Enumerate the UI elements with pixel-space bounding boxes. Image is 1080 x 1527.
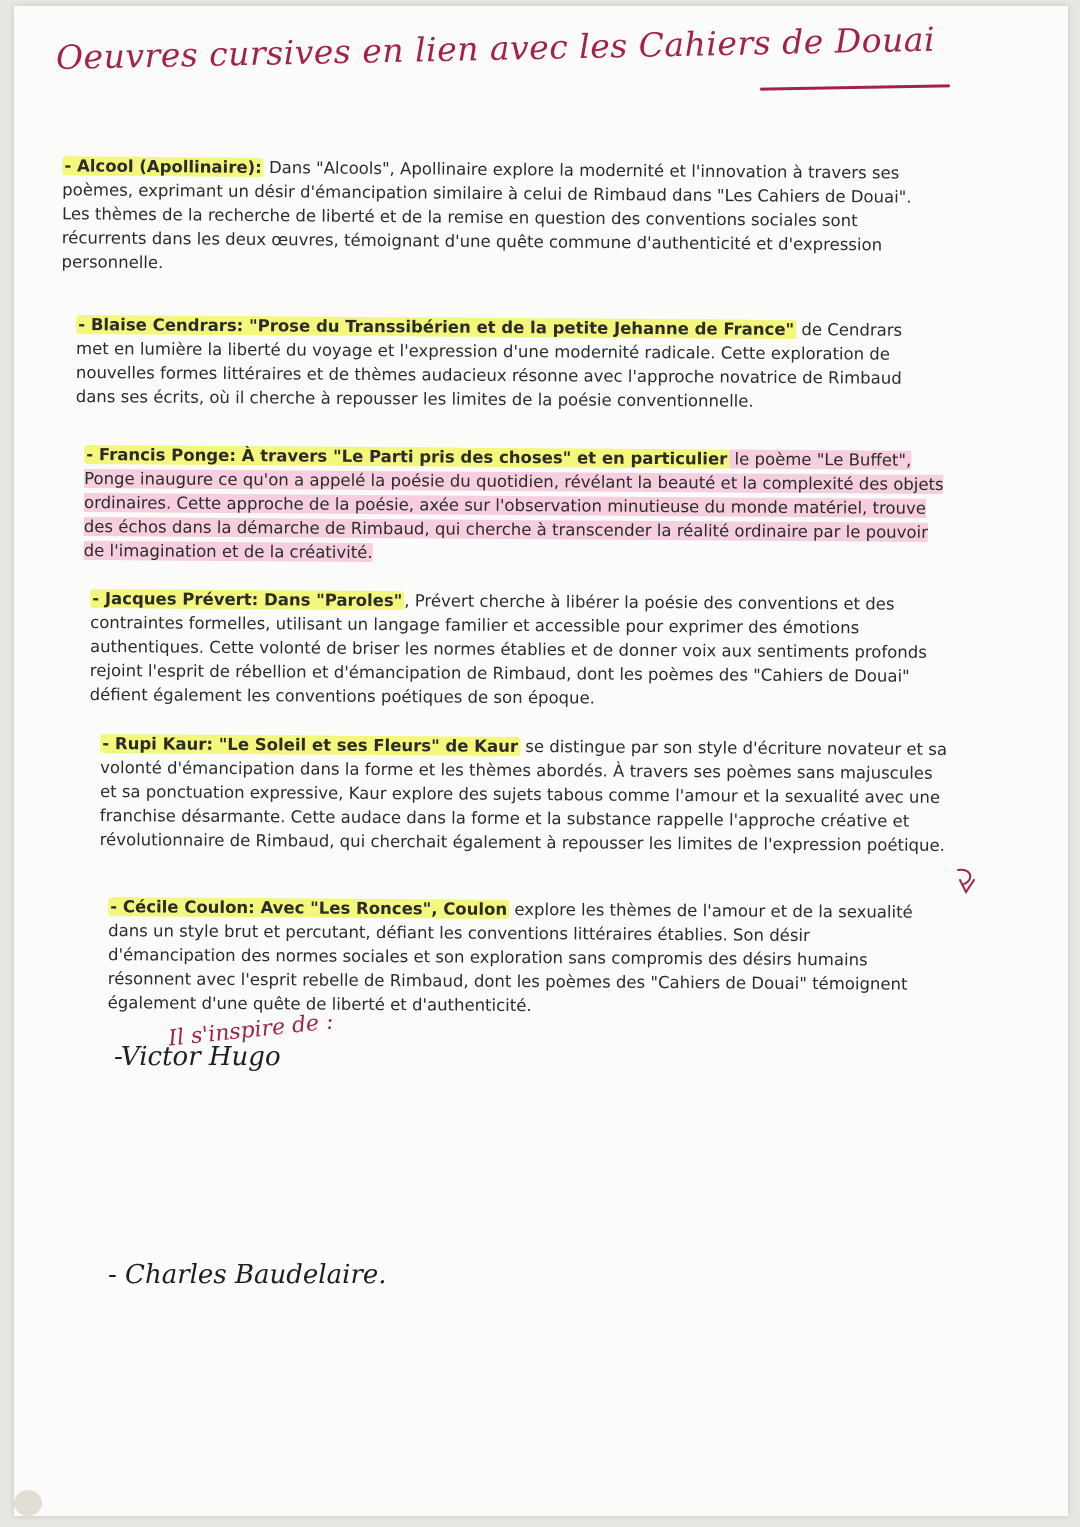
- paragraph-body: le poème "Le Buffet", Ponge inaugure ce qu'on a appelé la poésie du quotidien, révélant la beauté et la complexité des objets ordinaires. Cette approche de la poésie, axée sur l'observation minutieuse du monde matériel, trouve des échos dans la démarche de Rimbaud, qui cherche à transcender la réalité ordinaire par le pouvoir de l'imagination et de la créativité.: [83, 449, 944, 563]
- paragraph-heading: - Rupi Kaur: "Le Soleil et ses Fleurs" de Kaur: [102, 734, 519, 756]
- paragraph-kaur: [100, 732, 951, 858]
- paragraph-heading: - Cécile Coulon: Avec "Les Ronces", Coulon: [110, 897, 508, 919]
- paragraph-heading: - Blaise Cendrars: "Prose du Transsibérien et de la petite Jehanne de France": [78, 315, 795, 340]
- page-title: Oeuvres cursives en lien avec les Cahiers de Douai: [55, 19, 936, 77]
- paragraph-body: de Cendrars met en lumière la liberté du voyage et l'expression d'une modernité radicale. Cette exploration de nouvelles formes littéraires et de thèmes audacieux résonne avec l'approche novatrice de Rimbaud dans ses écrits, où il cherche à repousser les limites de la poésie conventionnelle.: [75, 320, 903, 411]
- paragraph-apollinaire: [61, 154, 922, 282]
- paragraph-body: explore les thèmes de l'amour et de la sexualité dans un style brut et percutant, défiant les conventions littéraires établies. Son désir d'émancipation des normes sociales et son exploration sans compromis des désirs humains résonnent avec l'esprit rebelle de Rimbaud, dont les poèmes des "Cahiers de Douai" témoignent également d'une quête de liberté et d'authenticité.: [107, 899, 913, 1016]
- paragraph-heading: - Jacques Prévert: Dans "Paroles": [92, 589, 403, 611]
- handwritten-inspire-note: Il s'inspire de :: [167, 1009, 335, 1052]
- paragraph-coulon: [108, 895, 939, 1021]
- handwritten-charles-baudelaire: - Charles Baudelaire.: [108, 1260, 387, 1290]
- paragraph-prevert: [90, 587, 951, 713]
- paper-stain: [14, 1490, 42, 1516]
- turn-arrow-icon: [952, 866, 980, 898]
- paragraph-body: Dans "Alcools", Apollinaire explore la modernité et l'innovation à travers ses poèmes, exprimant un désir d'émancipation similaire à celui de Rimbaud dans "Les Cahiers de Douai". Les thèmes de la recherche de liberté et de la remise en question des conventions sociales sont récurrents dans les deux œuvres, témoignant d'une quête commune d'authenticité et d'expression personnelle.: [61, 158, 912, 273]
- paragraph-body: se distingue par son style d'écriture novateur et sa volonté d'émancipation dans la forme et les thèmes abordés. À travers ses poèmes sans majuscules et sa ponctuation expressive, Kaur explore des sujets tabous comme l'amour et la sexualité avec une franchise désarmante. Cette audace dans la forme et la substance rappelle l'approche créative et révolutionnaire de Rimbaud, qui cherchait également à repousser les limites de l'expression poétique.: [99, 736, 948, 855]
- paragraph-heading: - Francis Ponge: À travers "Le Parti pris des choses" et en particulier: [86, 445, 728, 469]
- paragraph-heading: - Alcool (Apollinaire):: [64, 156, 262, 177]
- paragraph-ponge: [84, 443, 945, 569]
- paragraph-cendrars: [76, 313, 937, 415]
- paragraph-body: , Prévert cherche à libérer la poésie des conventions et des contraintes formelles, utilisant un langage familier et accessible pour exprimer des émotions authentiques. Cette volonté de briser les normes établies et de donner voix aux sentiments profonds rejoint l'esprit de rébellion et d'émancipation de Rimbaud, dont les poèmes des "Cahiers de Douai" défient également les conventions poétiques de son époque.: [89, 591, 927, 708]
- handwritten-victor-hugo: -Victor Hugo: [114, 1042, 281, 1072]
